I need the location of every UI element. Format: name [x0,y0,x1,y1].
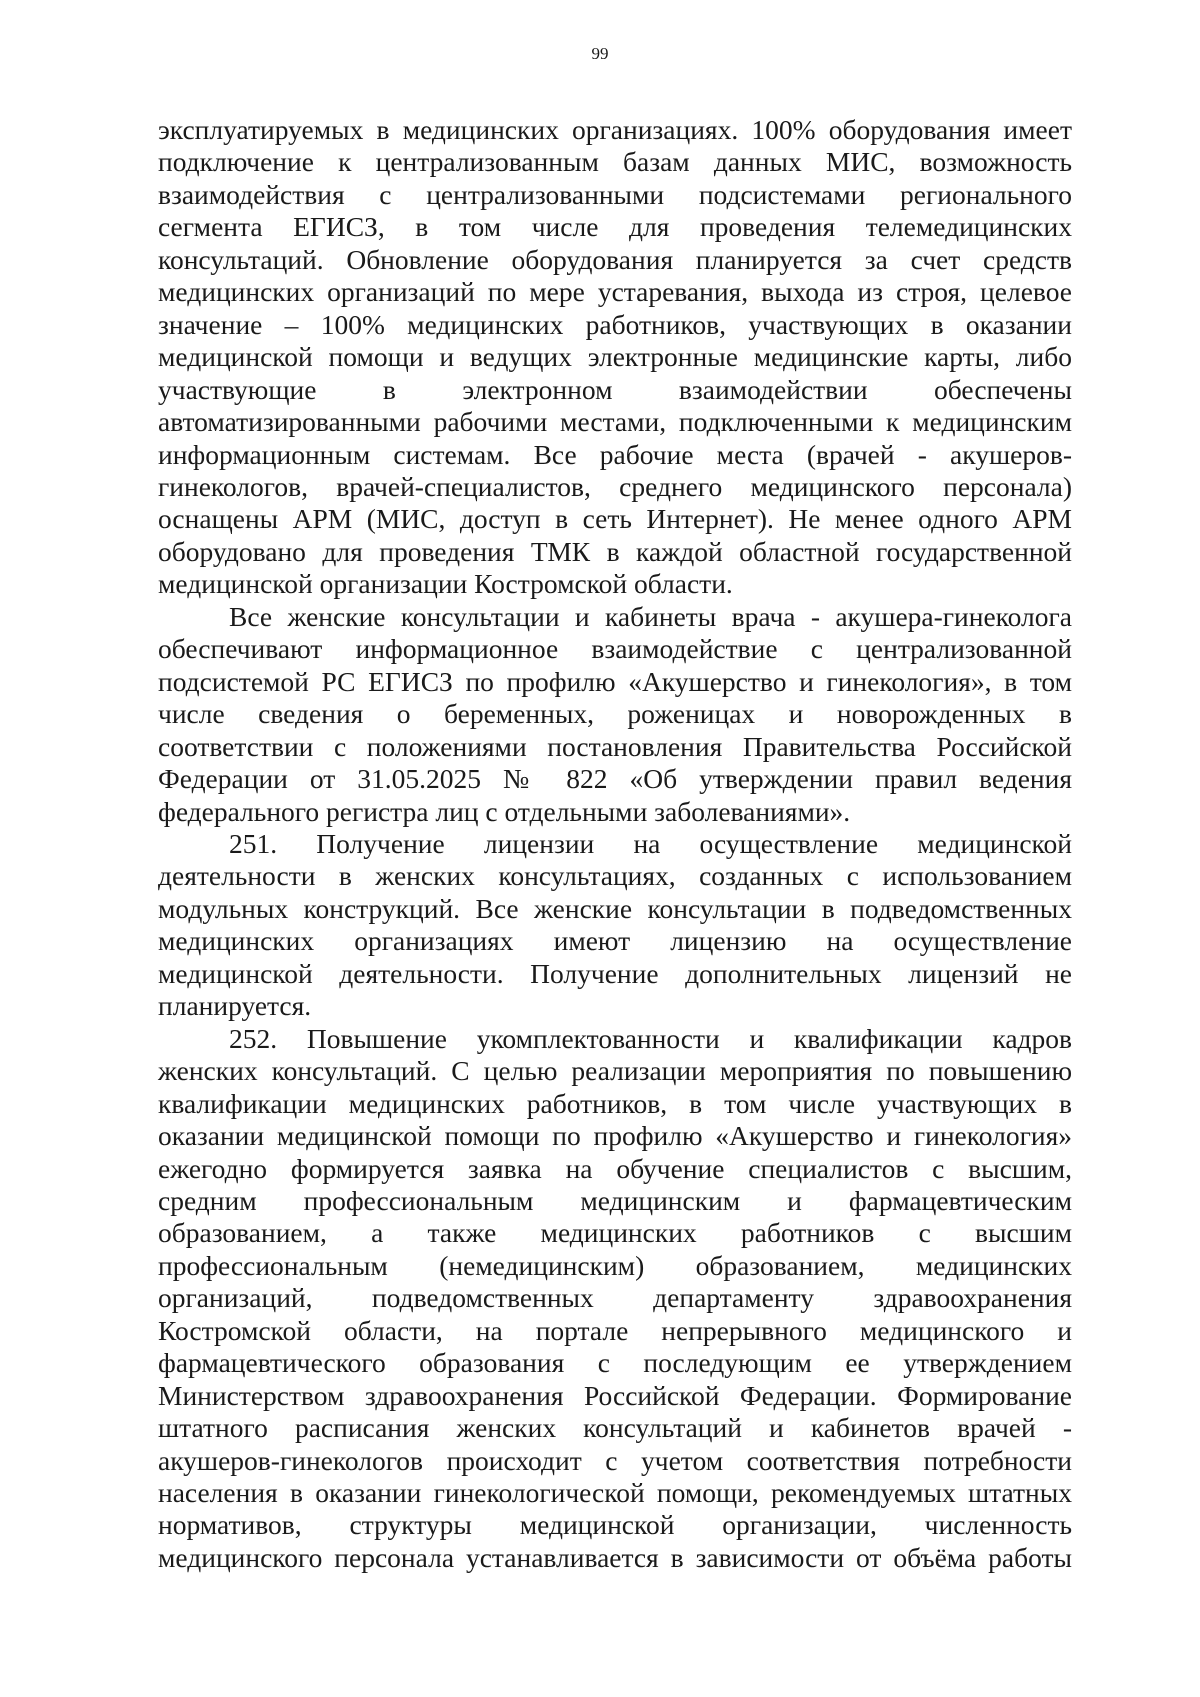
text-line: медицинской помощи и ведущих электронные медицинские карты, либо [158,341,1072,373]
text-line: информационным системам. Все рабочие места (врачей - акушеров- [158,438,1072,470]
text-line: подсистемой РС ЕГИСЗ по профилю «Акушерство и гинекология», в том [158,665,1072,697]
text-line: ежегодно формируется заявка на обучение специалистов с высшим, [158,1152,1072,1184]
text-line: образованием, а также медицинских работников с высшим [158,1217,1072,1249]
text-line: нормативов, структуры медицинской организации, численность [158,1509,1072,1541]
text-line: профессиональным (немедицинским) образованием, медицинских [158,1249,1072,1281]
text-line: участвующие в электронном взаимодействии обеспечены [158,373,1072,405]
text-line: федерального регистра лиц с отдельными заболеваниями». [158,795,851,827]
text-line: оказании медицинской помощи по профилю «Акушерство и гинекология» [158,1120,1072,1152]
text-line: гинекологов, врачей-специалистов, среднего медицинского персонала) [158,470,1072,502]
text-line: сегмента ЕГИСЗ, в том числе для проведения телемедицинских [158,211,1072,243]
text-line: значение – 100% медицинских работников, участвующих в оказании [158,308,1072,340]
text-line: медицинского персонала устанавливается в зависимости от объёма работы [158,1541,1072,1573]
text-line: фармацевтического образования с последующим ее утверждением [158,1347,1072,1379]
paragraph [158,601,1072,828]
text-line: оснащены АРМ (МИС, доступ в сеть Интернет). Не менее одного АРМ [158,503,1072,535]
text-line: организаций, подведомственных департаменту здравоохранения [158,1282,1072,1314]
text-line: медицинской организации Костромской области. [158,568,733,600]
text-line: подключение к централизованным базам данных МИС, возможность [158,146,1072,178]
text-line: автоматизированными рабочими местами, подключенными к медицинским [158,406,1072,438]
text-line: медицинских организациях имеют лицензию на осуществление [158,925,1072,957]
text-line: числе сведения о беременных, роженицах и новорожденных в [158,698,1072,730]
text-line: планируется. [158,990,312,1022]
text-line: деятельности в женских консультациях, созданных с использованием [158,860,1072,892]
text-line: медицинской деятельности. Получение дополнительных лицензий не [158,957,1072,989]
page-number: 99 [591,44,609,63]
text-line: соответствии с положениями постановления Правительства Российской [158,730,1072,762]
text-line: Все женские консультации и кабинеты врача - акушера-гинеколога [229,600,1072,632]
text-line: оборудовано для проведения ТМК в каждой областной государственной [158,535,1072,567]
paragraph [158,114,1072,601]
text-line: Костромской области, на портале непрерывного медицинского и [158,1314,1072,1346]
text-line: модульных конструкций. Все женские консультации в подведомственных [158,892,1072,924]
paragraph [158,828,1072,1023]
text-line: женских консультаций. С целью реализации мероприятия по повышению [158,1055,1072,1087]
paragraph [158,1023,1072,1575]
text-line: эксплуатируемых в медицинских организациях. 100% оборудования имеет [158,114,1072,145]
text-line: медицинских организаций по мере устаревания, выхода из строя, целевое [158,276,1072,308]
text-line: обеспечивают информационное взаимодействие с централизованной [158,633,1072,665]
text-line: Министерством здравоохранения Российской Федерации. Формирование [158,1379,1072,1411]
text-line: квалификации медицинских работников, в том числе участвующих в [158,1087,1072,1119]
text-line: 251. Получение лицензии на осуществление медицинской [229,827,1072,859]
text-line: акушеров-гинекологов происходит с учетом соответствия потребности [158,1444,1072,1476]
document-body [158,114,1072,1574]
text-line: населения в оказании гинекологической помощи, рекомендуемых штатных [158,1477,1072,1509]
text-line: штатного расписания женских консультаций и кабинетов врачей - [158,1412,1072,1444]
text-line: 252. Повышение укомплектованности и квалификации кадров [229,1022,1072,1054]
text-line: средним профессиональным медицинским и фармацевтическим [158,1184,1072,1216]
text-line: консультаций. Обновление оборудования планируется за счет средств [158,243,1072,275]
text-line: Федерации от 31.05.2025 № 822 «Об утверждении правил ведения [158,763,1072,795]
text-line: взаимодействия с централизованными подсистемами регионального [158,178,1072,210]
